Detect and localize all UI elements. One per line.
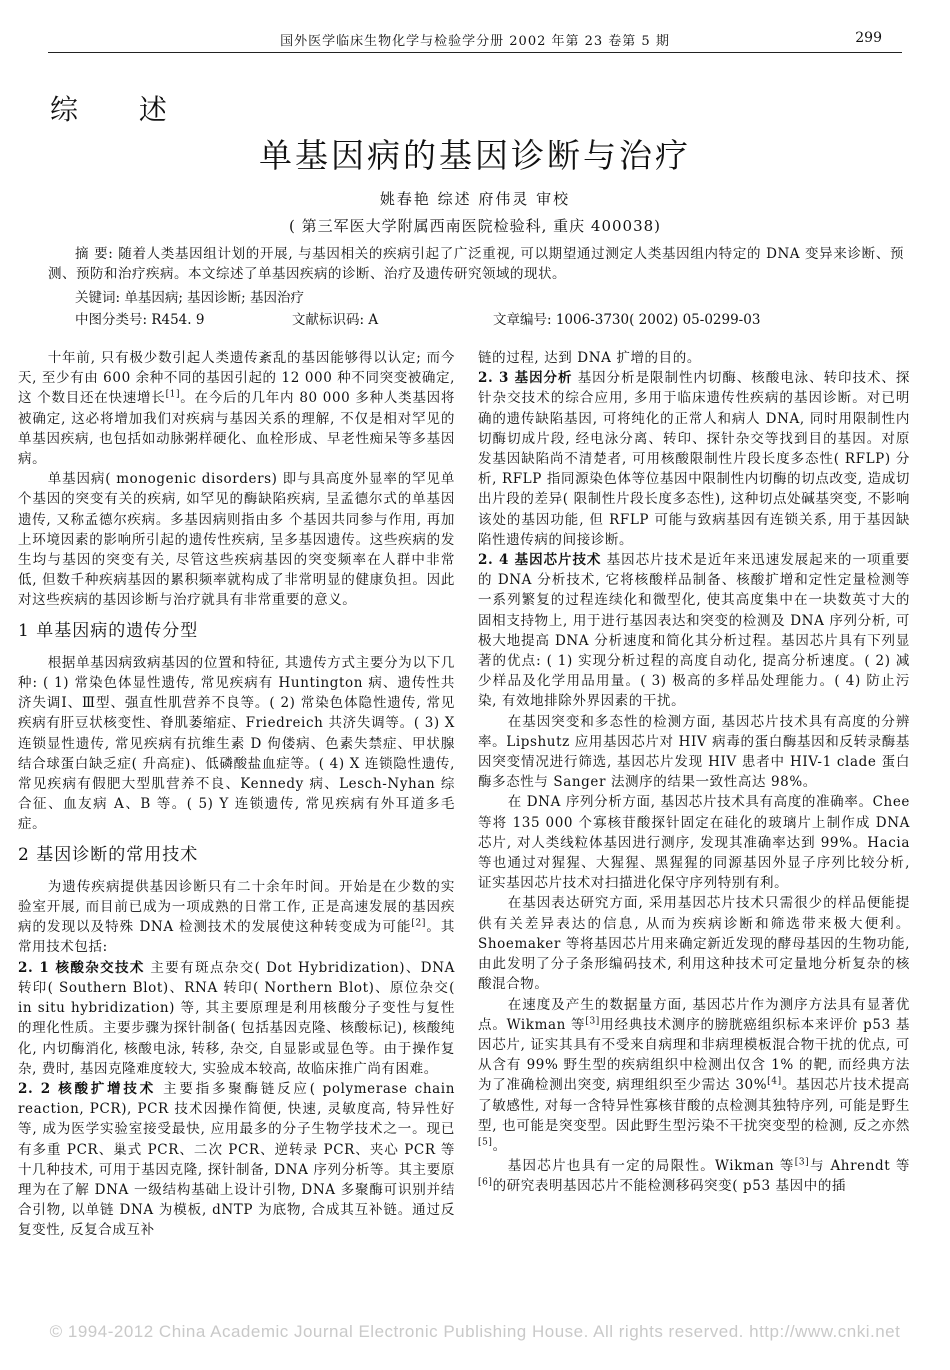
header-rule — [48, 52, 902, 53]
citation: [4] — [767, 1076, 782, 1087]
paragraph: 基因芯片也具有一定的局限性。Wikman 等[3]与 Ahrendt 等[6]的研究表明基因芯片不能检测移码突变( p53 基因中的插 — [478, 1157, 910, 1195]
citation: [3] — [585, 1016, 600, 1027]
subsection-2-4: 2. 4 基因芯片技术 基因芯片技术是近年来迅速发展起来的一项重要的 DNA 分析技术, 它将核酸样品制备、核酸扩增和定性定量检测等一系列繁复的过程连续化和微型化, 使其高度集中在一块数英寸大的固相支持物上, 用于进行基因表达和突变的检测及 DNA 序列分析, 可极大地提高 DNA 分析速度和简化其分析过程。基因芯片具有下列显著的优点: ( 1) 实现分析过程的高度自动化, 提高分析速度。( 2) 减少样品及化学用品用量。( 3) 极高的多样品处理能力。( 4) 防止污染, 有效地排除外界因素的干扰。 — [478, 552, 910, 710]
paragraph: 十年前, 只有极少数引起人类遗传紊乱的基因能够得以认定; 而今天, 至少有由 600 余种不同的基因引起的 12 000 种不同突变被确定, 这 个数目还在快速增长[1]。在今后的几年内 80 000 多种人类基因将被确定, 这必将增加我们对疾病与基因关系的理解, 不仅是相对罕见的单基因疾病, 也包括如动脉粥样硬化、血栓形成、早老性痴呆等多基因病。 — [18, 350, 455, 468]
copyright-watermark: © 1994-2012 China Academic Journal Electronic Publishing House. All rights reserved. http://www.cnki.net — [49, 1322, 901, 1341]
paragraph: 单基因病( monogenic disorders) 即与具高度外显率的罕见单 个基因的突变有关的疾病, 如罕见的酶缺陷疾病, 呈孟德尔式的单基因遗传, 又称孟德尔疾病。多基因病则指由多 个基因共同参与作用, 再加上环境因素的影响所引起的遗传性疾病, 呈多基因遗传。这些疾病的发生均与基因的突变有关, 尽管这些疾病基因的突变频率在人群中非常低, 但数千种疾病基因的累积频率就构成了非常明显的健康负担。因此对这些疾病的基因诊断与治疗就具有非常重要的意义。 — [18, 471, 455, 609]
citation: [2] — [411, 918, 426, 929]
affiliation: ( 第三军医大学附属西南医院检验科, 重庆 400038) — [288, 217, 662, 235]
right-column — [478, 348, 910, 1197]
article-title: 单基因病的基因诊断与治疗 — [259, 136, 691, 175]
journal-citation: 国外医学临床生物化学与检验学分册 2002 年第 23 卷第 5 期 — [280, 34, 670, 49]
paragraph: 链的过程, 达到 DNA 扩增的目的。 — [478, 350, 701, 366]
section-label: 综 述 — [50, 93, 193, 126]
classification-number: 中图分类号: R454. 9 — [75, 312, 205, 328]
paragraph: 为遗传疾病提供基因诊断只有二十余年时间。开始是在少数的实验室开展, 而目前已成为一项成熟的日常工作, 正是高速发展的基因疾病的发现以及特殊 DNA 检测技术的发展使这种转变成为可能[2]。其常用技术包括: — [18, 878, 456, 956]
subsection-title: 2. 3 基因分析 — [478, 370, 573, 387]
abstract: 摘 要: 随着人类基因组计划的开展, 与基因相关的疾病引起了广泛重视, 可以期望通过测定人类基因组内特定的 DNA 变异来诊断、预测、预防和治疗疾病。本文综述了单基因疾病的诊断、治疗及遗传研究领域的现状。 — [48, 246, 904, 282]
section-heading-2: 2 基因诊断的常用技术 — [18, 844, 199, 865]
subsection-title: 2. 1 核酸杂交技术 — [18, 959, 145, 976]
citation: [3] — [794, 1157, 810, 1168]
citation: [5] — [478, 1137, 493, 1148]
paragraph: 在基因突变和多态性的检测方面, 基因芯片技术具有高度的分辨率。Lipshutz 应用基因芯片对 HIV 病毒的蛋白酶基因和反转录酶基因突变情况进行筛选, 基因芯片发现 HIV 患者中 HIV-1 clade 蛋白酶多态性与 Sanger 法测序的结果一致性高达 98%。 — [478, 713, 910, 791]
subsection-title: 2. 2 核酸扩增技术 — [18, 1080, 157, 1097]
paragraph: 在 DNA 序列分析方面, 基因芯片技术具有高度的准确率。Chee 等将 135 000 个寡核苷酸探针固定在硅化的玻璃片上制作成 DNA 芯片, 对人类线粒体基因进行测序, 发现其准确率达到 99%。Hacia 等也通过对猩猩、大猩猩、黑猩猩的同源基因外显子序列比较分析, 证实基因芯片技术对扫描进化保守序列特别有利。 — [478, 794, 910, 892]
subsection-2-3: 2. 3 基因分析 基因分析是限制性内切酶、核酸电泳、转印技术、探针杂交技术的综合应用, 多用于临床遗传性疾病的基因诊断。对已明确的遗传缺陷基因, 可将纯化的正常人和病人 DNA, 同时用限制性内切酶切成片段, 经电泳分离、转印、探针杂交等找到目的基因。对原发基因缺陷尚不清楚者, 可用核酸限制性片段长度多态性( RFLP) 分析, RFLP 指同源染色体等位基因中限制性内切酶的切点改变, 造成切出片段的差异( 限制性片段长度多态性), 这种切点处碱基突变, 不影响该处的基因功能, 但 RFLP 可能与致病基因有连锁关系, 用于基因缺陷性遗传病的间接诊断。 — [478, 370, 910, 548]
section-heading-1: 1 单基因病的遗传分型 — [18, 620, 199, 641]
citation: [1] — [165, 389, 181, 400]
subsection-title: 2. 4 基因芯片技术 — [478, 552, 602, 569]
document-code: 文献标识码: A — [292, 312, 379, 328]
running-header — [0, 30, 950, 54]
subsection-2-1: 2. 1 核酸杂交技术 主要有斑点杂交( Dot Hybridization)、DNA 转印( Southern Blot)、RNA 转印( Northern Blot)、原位杂交( in situ hybridization) 等, 其主要原理是利用核酸分子变性与复性的理化性质。主要步骤为探针制备( 包括基因克隆、核酸标记), 核酸纯化, 内切酶消化, 核酸电泳, 转移, 杂交, 自显影或显色等。由于操作复杂, 费时, 基因克隆难度较大, 实验成本较高, 故临床推广尚有困难。 — [18, 959, 455, 1077]
paragraph: 根据单基因病致病基因的位置和特征, 其遗传方式主要分为以下几种: ( 1) 常染色体显性遗传, 常见疾病有 Huntington 病、遗传性共济失调Ⅰ、Ⅲ型、强直性肌营养不良等。( 2) 常染色体隐性遗传, 常见疾病有肝豆状核变性、脊肌萎缩症、Friedreich 共济失调等。( 3) X 连锁显性遗传, 常见疾病有抗维生素 D 佝偻病、色素失禁症、甲状腺结合球蛋白缺乏症( 升高症)、低磷酸盐血症等。( 4) X 连锁隐性遗传, 常见疾病有假肥大型肌营养不良、Kennedy 病、Lesch-Nyhan 综合征、血友病 A、B 等。( 5) Y 连锁遗传, 常见疾病有外耳道多毛症。 — [18, 654, 455, 833]
page-number: 299 — [855, 30, 882, 46]
authors: 姚春艳 综述 府伟灵 审校 — [379, 190, 571, 208]
citation: [6] — [478, 1177, 493, 1188]
paragraph: 在速度及产生的数据量方面, 基因芯片作为测序方法具有显著优点。Wikman 等[3]用经典技术测序的膀胱癌组织标本来评价 p53 基因芯片, 证实其具有不受来自病理和非病理模板混合物干扰的优点, 可从含有 99% 野生型的疾病组织中检测出仅含 1% 的靶, 而经典方法为了准确检测出突变, 病理组织至少需达 30%[4]。基因芯片技术提高了敏感性, 对每一含特异性寡核苷酸的点检测其独特序列, 可能是野生型, 也可能是突变型。因此野生型污染不干扰突变型的检测, 反之亦然[5]。 — [478, 996, 910, 1154]
subsection-2-2: 2. 2 核酸扩增技术 主要指多聚酶链反应( polymerase chain reaction, PCR), PCR 技术因操作简便, 快速, 灵敏度高, 特异性好等, 成为医学实验室接受最快, 应用最多的分子生物学技术之一。现已有多重 PCR、巢式 PCR、二次 PCR、逆转录 PCR、夹心 PCR 等十几种技术, 可用于基因克隆, 探针制备, DNA 序列分析等。其主要原理为在了解 DNA 一级结构基础上设计引物, DNA 多聚酶可识别并结合引物, 以单链 DNA 为模板, dNTP 为底物, 合成其互补链。通过反复变性, 反复合成互补 — [18, 1080, 455, 1239]
keywords: 关键词: 单基因病; 基因诊断; 基因治疗 — [75, 290, 305, 306]
paragraph: 在基因表达研究方面, 采用基因芯片技术只需很少的样品便能提供有关差异表达的信息, 从而为疾病诊断和筛选带来极大便利。Shoemaker 等将基因芯片用来确定新近发现的酵母基因的生物功能, 由此发明了分子条形编码技术, 利用这种技术可定量地分析复杂的核酸混合物。 — [478, 895, 910, 993]
left-column — [18, 348, 455, 1241]
article-number: 文章编号: 1006-3730( 2002) 05-0299-03 — [493, 312, 761, 328]
